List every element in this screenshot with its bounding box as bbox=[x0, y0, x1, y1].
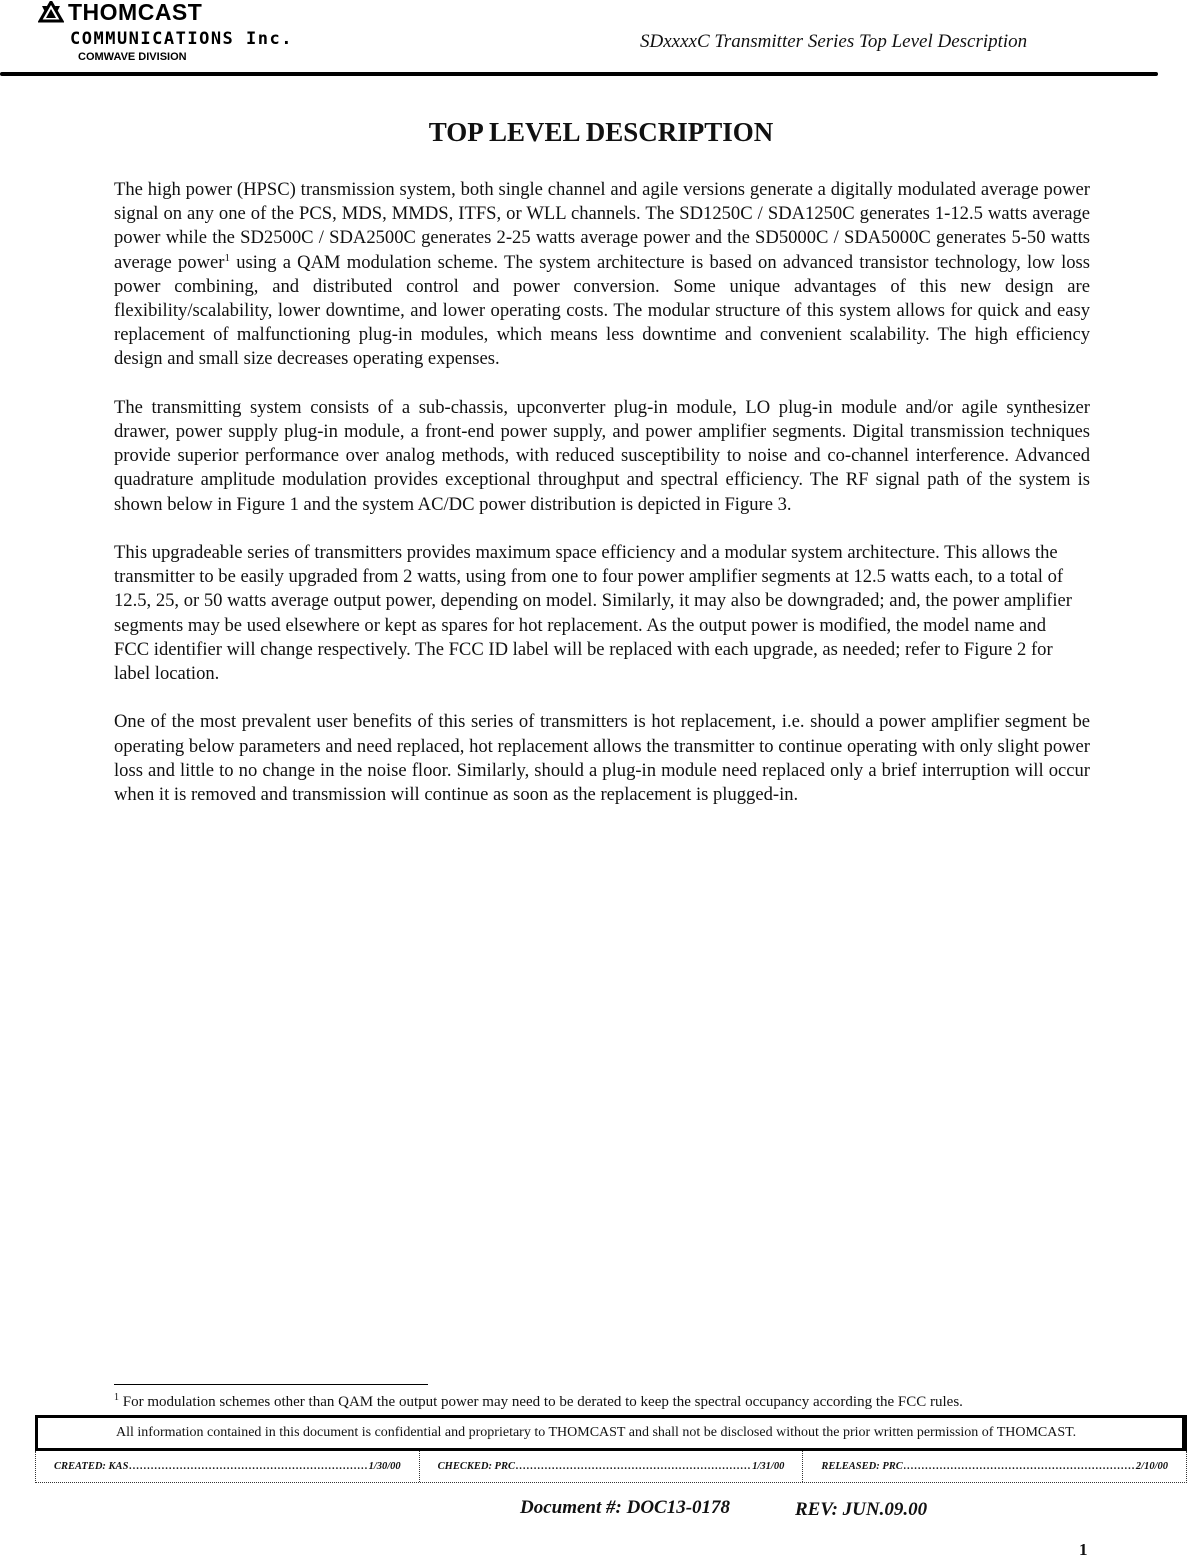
leader-dots bbox=[516, 1461, 751, 1472]
checked-date: 1/31/00 bbox=[752, 1461, 785, 1472]
company-name: THOMCAST bbox=[68, 0, 203, 25]
header-rule bbox=[0, 72, 1158, 76]
division-name: COMWAVE DIVISION bbox=[78, 51, 187, 63]
footnote-text: For modulation schemes other than QAM the output power may need to be derated to keep the spectral occupancy according the FCC rules. bbox=[119, 1394, 963, 1410]
logo-top-row bbox=[38, 0, 202, 24]
page-title: TOP LEVEL DESCRIPTION bbox=[428, 117, 774, 147]
released-cell bbox=[802, 1451, 1186, 1482]
paragraph-upgradeability: This upgradeable series of transmitters provides maximum space efficiency and a modular system architecture. This allows the transmitter to be easily upgraded from 2 watts, using from one to four power amplifier segments at 12.5 watts each, to a total of 12.5, 25, or 50 watts average output power, depending on model. Similarly, it may also be downgraded; and, the power amplifier segments may be used elsewhere or kept as spares for hot replacement. As the output power is modified, the model name and FCC identifier will change respectively. The FCC ID label will be replaced with each upgrade, as needed; refer to Figure 2 for label location. bbox=[114, 542, 1072, 685]
released-label: RELEASED: PRC bbox=[821, 1461, 903, 1472]
leader-dots bbox=[129, 1461, 367, 1472]
created-cell bbox=[36, 1451, 419, 1482]
footnote-reference: 1 bbox=[224, 251, 230, 264]
leader-dots bbox=[904, 1461, 1135, 1472]
footnote-rule bbox=[114, 1384, 428, 1385]
created-label: CREATED: KAS bbox=[54, 1461, 129, 1472]
checked-cell bbox=[419, 1451, 803, 1482]
paragraph-overview-text-b: using a QAM modulation scheme. The system architecture is based on advanced transistor technology, low loss power combining, and distributed control and power conversion. Some unique advantages of this new design are flexibility/scalability, lower downtime, and lower operating costs. The modular structure of this system allows for quick and easy replacement of malfunctioning plug-in modules, which means less downtime and convenient scalability. The high efficiency design and small size decreases operating expenses. bbox=[114, 251, 1090, 370]
body-text bbox=[114, 178, 1090, 831]
thomcast-logo-icon bbox=[38, 1, 64, 23]
created-date: 1/30/00 bbox=[368, 1461, 401, 1472]
paragraph-overview-text-a: The high power (HPSC) transmission system, both single channel and agile versions generate a digitally modulated average power signal on any one of the PCS, MDS, MMDS, ITFS, or WLL channels. The SD1250C / SDA1250C generates 1-12.5 watts average power while the SD2500C / SDA2500C generates 2-25 watts average power and the SD5000C / SDA5000C generates 5-50 watts average power bbox=[114, 179, 1090, 273]
approval-signature-row bbox=[35, 1451, 1187, 1483]
document-header-title: SDxxxxC Transmitter Series Top Level Description bbox=[640, 31, 1028, 52]
paragraph-system-components: The transmitting system consists of a sub-chassis, upconverter plug-in module, LO plug-in module and/or agile synthesizer drawer, power supply plug-in module, a front-end power supply, and power amplifier segments. Digital transmission techniques provide superior performance over analog methods, with reduced susceptibility to noise and co-channel interference. Advanced quadrature amplitude modulation provides exceptional throughput and spectral efficiency. The RF signal path of the system is shown below in Figure 1 and the system AC/DC power distribution is depicted in Figure 3. bbox=[114, 396, 1090, 515]
paragraph-hot-replacement: One of the most prevalent user benefits of this series of transmitters is hot replacement, i.e. should a power amplifier segment be operating below parameters and need replaced, hot replacement allows the transmitter to continue operating with only slight power loss and little to no change in the noise floor. Similarly, should a plug-in module need replaced only a brief interruption will occur when it is removed and transmission will continue as soon as the replacement is plugged-in. bbox=[114, 711, 1090, 806]
paragraph-overview bbox=[114, 178, 1090, 372]
company-logo bbox=[38, 0, 318, 66]
document-number: Document #: DOC13-0178 bbox=[520, 1497, 731, 1518]
released-date: 2/10/00 bbox=[1135, 1461, 1169, 1472]
footnote-marker: 1 bbox=[114, 1392, 119, 1403]
page-number: 1 bbox=[1079, 1540, 1088, 1559]
confidentiality-text: All information contained in this document is confidential and proprietary to THOMCAST and shall not be disclosed without the prior written permission of THOMCAST. bbox=[116, 1425, 1077, 1440]
footnote bbox=[114, 1392, 963, 1412]
company-subtitle: COMMUNICATIONS Inc. bbox=[70, 29, 293, 49]
document-revision: REV: JUN.09.00 bbox=[795, 1499, 928, 1520]
checked-label: CHECKED: PRC bbox=[437, 1461, 515, 1472]
confidentiality-notice bbox=[35, 1415, 1187, 1451]
